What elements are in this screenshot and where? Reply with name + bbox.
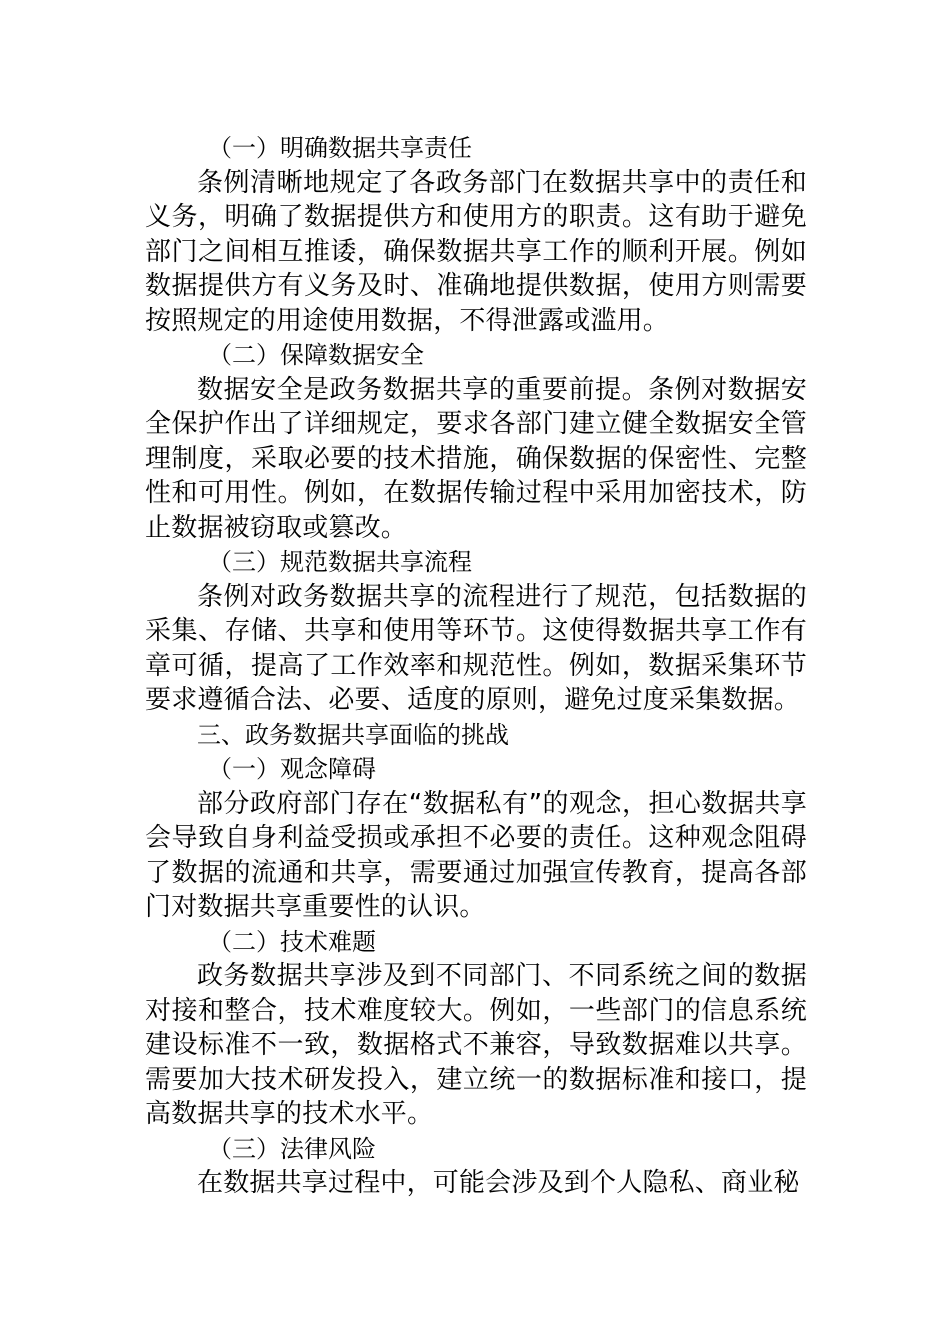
section-heading-sharing-process: （三）规范数据共享流程	[208, 548, 472, 576]
section-heading-clarify-responsibility: （一）明确数据共享责任	[208, 134, 472, 162]
paragraph-data-security: 数据安全是政务数据共享的重要前提。条例对数据安全保护作出了详细规定，要求各部门建立健全数据安全管理制度，采取必要的技术措施，确保数据的保密性、完整性和可用性。例如，在数据传输过程中采用加密技术，防止数据被窃取或篡改。	[145, 374, 807, 543]
paragraph-concept-barrier: 部分政府部门存在“数据私有”的观念，担心数据共享会导致自身利益受损或承担不必要的责任。这种观念阻碍了数据的流通和共享，需要通过加强宣传教育，提高各部门对数据共享重要性的认识。	[145, 788, 807, 922]
section-heading-data-security: （二）保障数据安全	[208, 341, 424, 369]
paragraph-responsibility: 条例清晰地规定了各政务部门在数据共享中的责任和义务，明确了数据提供方和使用方的职责。这有助于避免部门之间相互推诿，确保数据共享工作的顺利开展。例如数据提供方有义务及时、准确地提供数据，使用方则需要按照规定的用途使用数据，不得泄露或滥用。	[145, 167, 807, 336]
section-heading-concept-barrier: （一）观念障碍	[208, 755, 376, 783]
section-heading-technical-difficulty: （二）技术难题	[208, 927, 376, 956]
paragraph-sharing-process: 条例对政务数据共享的流程进行了规范，包括数据的采集、存储、共享和使用等环节。这使得数据共享工作有章可循，提高了工作效率和规范性。例如，数据采集环节要求遵循合法、必要、适度的原则，避免过度采集数据。	[145, 581, 807, 715]
paragraph-legal-risk: 在数据共享过程中，可能会涉及到个人隐私、商业秘	[197, 1168, 800, 1198]
chapter-heading-challenges: 三、政务数据共享面临的挑战	[197, 720, 509, 749]
paragraph-technical-difficulty: 政务数据共享涉及到不同部门、不同系统之间的数据对接和整合，技术难度较大。例如，一些部门的信息系统建设标准不一致，数据格式不兼容，导致数据难以共享。需要加大技术研发投入，建立统一的数据标准和接口，提高数据共享的技术水平。	[145, 961, 807, 1129]
section-heading-legal-risk: （三）法律风险	[208, 1134, 376, 1163]
document-body	[145, 131, 807, 1201]
